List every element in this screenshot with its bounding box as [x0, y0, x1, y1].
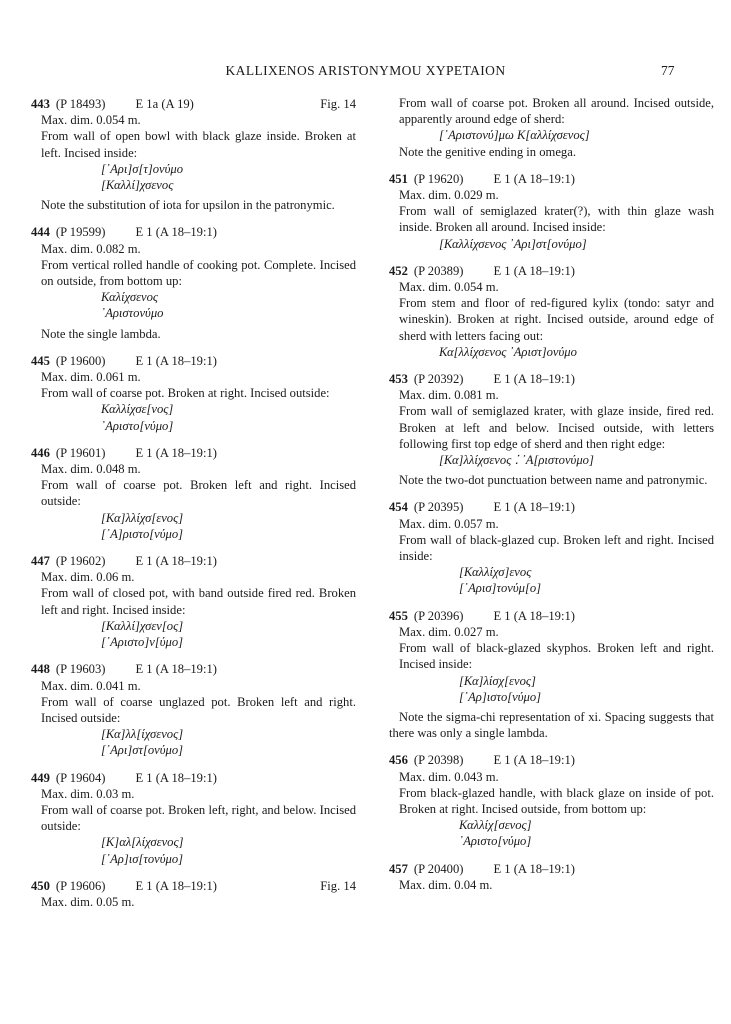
dimension: Max. dim. 0.027 m.: [399, 624, 499, 639]
figure-reference: Fig. 14: [320, 878, 356, 893]
context-period: E 1 (A 18–19:1): [135, 770, 217, 785]
context-period: E 1a (A 19): [135, 97, 194, 111]
dimension: Max. dim. 0.06 m.: [41, 570, 135, 585]
catalog-entry-455: [389, 608, 714, 742]
inscription-line: [Καλλίχσενος ᾿Αρι]στ[ονύμο]: [439, 236, 587, 251]
entry-number: 448: [31, 662, 50, 677]
description: From wall of closed pot, with band outside fired red. Broken left and right. Incised inside:: [41, 586, 356, 617]
context-period: E 1 (A 18–19:1): [493, 861, 575, 876]
inscription-line: [᾿Α]ριστο[νύμο]: [101, 526, 184, 541]
inventory-number: (P 19602): [55, 554, 106, 569]
context-period: E 1 (A 18–19:1): [493, 608, 575, 623]
description: From wall of coarse pot. Broken at right. Incised outside:: [41, 386, 330, 401]
inscription-line: [Καλλί]χσεν[ος]: [101, 618, 184, 633]
entry-number: 454: [389, 500, 408, 515]
entry-number: 457: [389, 861, 408, 876]
catalog-entry-453: [389, 371, 714, 488]
dimension: Max. dim. 0.043 m.: [399, 769, 499, 784]
figure-reference: Fig. 14: [320, 97, 356, 111]
catalog-entry-444: [31, 224, 356, 341]
context-period: E 1 (A 18–19:1): [135, 353, 217, 368]
catalog-entry-456: [389, 752, 714, 849]
context-period: E 1 (A 18–19:1): [135, 554, 217, 569]
inscription-line: [Καλλίχσ]ενος: [459, 565, 532, 580]
entry-number: 449: [31, 770, 50, 785]
description: From vertical rolled handle of cooking pot. Complete. Incised on outside, from bottom up:: [41, 257, 356, 289]
context-period: E 1 (A 18–19:1): [135, 662, 217, 677]
inscription-line: ᾿Αριστο[νύμο]: [101, 418, 174, 433]
dimension: Max. dim. 0.03 m.: [41, 786, 135, 801]
right-column: [389, 95, 714, 904]
inventory-number: (P 20396): [413, 608, 464, 623]
entry-note: Note the genitive ending in omega.: [399, 144, 576, 159]
catalog-entry-445: [31, 353, 356, 434]
entry-note: Note the single lambda.: [41, 326, 161, 341]
context-period: E 1 (A 18–19:1): [493, 372, 575, 387]
inscription-line: [᾿Αριστο]ν[ύμο]: [101, 635, 184, 650]
dimension: Max. dim. 0.057 m.: [399, 516, 499, 531]
catalog-entry-450-continued: [389, 95, 714, 160]
entry-number: 444: [31, 225, 50, 240]
catalog-entry-449: [31, 770, 356, 867]
inventory-number: (P 18493): [55, 97, 106, 111]
inventory-number: (P 20395): [413, 500, 464, 515]
dimension: Max. dim. 0.05 m.: [41, 894, 135, 909]
inscription-line: [᾿Αριστονύ]μω Κ[αλλίχσενος]: [439, 128, 590, 143]
inventory-number: (P 19620): [413, 171, 464, 186]
dimension: Max. dim. 0.041 m.: [41, 678, 141, 693]
entry-number: 451: [389, 171, 408, 186]
catalog-entry-452: [389, 263, 714, 360]
entry-note: Note the substitution of iota for upsilon in the patronymic.: [41, 198, 335, 213]
description: From wall of semiglazed krater(?), with thin glaze wash inside. Broken all around. Incised inside:: [399, 204, 714, 235]
inscription-line: [Κ]αλ[λίχσενος]: [101, 835, 184, 850]
description: From wall of open bowl with black glaze inside. Broken at left. Incised inside:: [41, 129, 356, 160]
description: From wall of coarse unglazed pot. Broken left and right. Incised outside:: [41, 694, 356, 725]
inventory-number: (P 19604): [55, 770, 106, 785]
dimension: Max. dim. 0.029 m.: [399, 188, 499, 203]
inventory-number: (P 19599): [55, 225, 106, 240]
inscription-line: ᾿Αριστο[νύμο]: [459, 834, 532, 849]
dimension: Max. dim. 0.04 m.: [399, 877, 493, 892]
inscription-line: Κα[λλίχσενος ᾿Αριστ]ονύμο: [439, 344, 577, 359]
inscription-line: [Καλλί]χσενος: [101, 178, 174, 193]
description: From wall of semiglazed krater, with glaze inside, fired red. Broken at left and below. Incised outside, with letters following first top edge of sherd and then right edge:: [399, 404, 714, 451]
inscription-line: [᾿Αρισ]τονύμ[ο]: [459, 581, 542, 596]
inventory-number: (P 19606): [55, 878, 106, 893]
description: From wall of black-glazed skyphos. Broken left and right. Incised inside:: [399, 641, 714, 672]
description: From black-glazed handle, with black glaze on inside of pot. Broken at right. Incised outside, from bottom up:: [399, 785, 714, 816]
description: From wall of black-glazed cup. Broken left and right. Incised inside:: [399, 532, 714, 564]
entry-number: 447: [31, 554, 50, 569]
inscription-line: ᾿Αριστονύμο: [101, 306, 164, 321]
context-period: E 1 (A 18–19:1): [135, 878, 217, 893]
context-period: E 1 (A 18–19:1): [493, 753, 575, 768]
description: From wall of coarse pot. Broken left, right, and below. Incised outside:: [41, 802, 356, 834]
running-head: KALLIXENOS ARISTONYMOU XYPETAION: [225, 63, 506, 78]
catalog-entry-447: [31, 553, 356, 650]
left-column: [31, 96, 356, 921]
context-period: E 1 (A 18–19:1): [135, 445, 217, 460]
inventory-number: (P 20392): [413, 372, 464, 387]
catalog-entry-450: [31, 878, 356, 910]
inventory-number: (P 20400): [413, 861, 464, 876]
dimension: Max. dim. 0.048 m.: [41, 462, 141, 477]
inscription-line: [᾿Αρι]σ[τ]ονύμο: [101, 161, 184, 176]
inscription-line: Καλλίχσε[νος]: [101, 402, 174, 417]
entry-number: 443: [31, 97, 50, 111]
description: From stem and floor of red-figured kylix (tondo: satyr and wineskin). Broken at right. Incised outside, around edge of sherd with letters facing out:: [399, 296, 714, 343]
context-period: E 1 (A 18–19:1): [493, 500, 575, 515]
inscription-line: [Κα]λίσχ[ενος]: [459, 673, 536, 688]
entry-number: 456: [389, 753, 408, 768]
inscription-line: Καλλίχ[σενος]: [459, 818, 532, 833]
dimension: Max. dim. 0.054 m.: [399, 280, 499, 295]
entry-note: Note the two-dot punctuation between name and patronymic.: [399, 473, 708, 488]
context-period: E 1 (A 18–19:1): [135, 225, 217, 240]
catalog-entry-454: [389, 499, 714, 596]
entry-number: 453: [389, 372, 408, 387]
context-period: E 1 (A 18–19:1): [493, 263, 575, 278]
catalog-entry-448: [31, 661, 356, 758]
dimension: Max. dim. 0.081 m.: [399, 388, 499, 403]
dimension: Max. dim. 0.054 m.: [41, 113, 141, 128]
entry-number: 446: [31, 445, 50, 460]
catalog-entry-446: [31, 445, 356, 542]
catalog-entry-451: [389, 171, 714, 252]
inventory-number: (P 20398): [413, 753, 464, 768]
dimension: Max. dim. 0.082 m.: [41, 241, 141, 256]
catalog-entry-457: [389, 861, 714, 893]
inscription-line: [Κα]λλ[ίχσενος]: [101, 727, 184, 742]
inventory-number: (P 19600): [55, 353, 106, 368]
description: From wall of coarse pot. Broken left and right. Incised outside:: [41, 478, 356, 509]
inscription-line: [᾿Αρι]στ[ονύμο]: [101, 743, 184, 758]
entry-number: 445: [31, 353, 50, 368]
inscription-line: [Κα]λλίχσενος ⁚ ᾿Α[ριστονύμο]: [439, 453, 594, 468]
entry-number: 455: [389, 608, 408, 623]
context-period: E 1 (A 18–19:1): [493, 171, 575, 186]
entry-note: Note the sigma-chi representation of xi. Spacing suggests that there was only a single lambda.: [389, 709, 714, 741]
catalog-entry-443: [31, 96, 356, 213]
inscription-line: [᾿Αρ]ιστο[νύμο]: [459, 689, 542, 704]
page-number: 77: [661, 63, 675, 78]
description: From wall of coarse pot. Broken all around. Incised outside, apparently around edge of sherd:: [399, 96, 714, 127]
entry-number: 450: [31, 878, 50, 893]
inventory-number: (P 19603): [55, 662, 106, 677]
inscription-line: Καλίχσενος: [101, 290, 159, 305]
dimension: Max. dim. 0.061 m.: [41, 370, 141, 385]
inventory-number: (P 20389): [413, 263, 464, 278]
entry-number: 452: [389, 263, 408, 278]
inventory-number: (P 19601): [55, 445, 106, 460]
inscription-line: [Κα]λλίχσ[ενος]: [101, 510, 184, 525]
inscription-line: [᾿Αρ]ισ[τονύμο]: [101, 851, 184, 866]
